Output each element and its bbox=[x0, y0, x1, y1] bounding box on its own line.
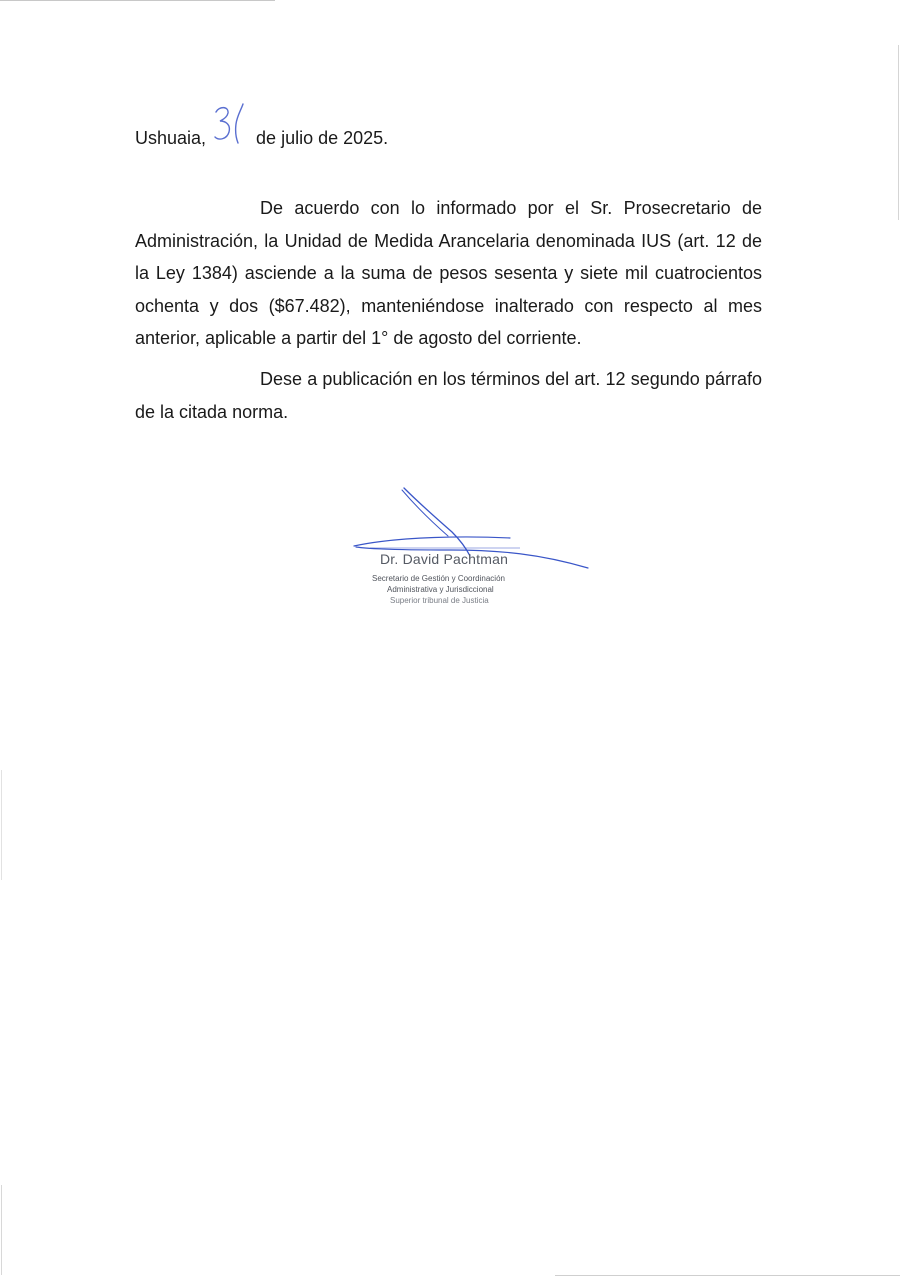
stamp-institution-line: Superior tribunal de Justicia bbox=[390, 596, 489, 605]
body-paragraph: De acuerdo con lo informado por el Sr. Prosecretario de Administración, la Unidad de Medida Arancelaria denominada IUS (art. 12 de la Ley 1384) asciende a la suma de pesos sesenta y siete mil cuatrocientos ochenta y dos ($67.482), manteniéndose inalterado con respecto al mes anterior, aplicable a partir del 1° de agosto del corriente. bbox=[135, 198, 762, 348]
scan-edge bbox=[898, 45, 899, 220]
scan-edge bbox=[555, 1275, 900, 1276]
date-place: Ushuaia, bbox=[135, 128, 207, 148]
handwritten-day bbox=[207, 100, 257, 150]
scan-edge bbox=[1, 1185, 2, 1275]
scan-edge bbox=[0, 0, 275, 1]
body-paragraph: Dese a publicación en los términos del art. 12 segundo párrafo de la citada norma. bbox=[135, 369, 762, 422]
stamp-title-line: Secretario de Gestión y Coordinación bbox=[372, 574, 505, 583]
signature-block bbox=[340, 480, 600, 620]
stamp-title-line: Administrativa y Jurisdiccional bbox=[387, 585, 494, 594]
scan-edge bbox=[1, 770, 2, 880]
date-month-year: de julio de 2025. bbox=[256, 128, 389, 148]
date-line bbox=[135, 122, 388, 154]
signer-name: Dr. David Pachtman bbox=[380, 551, 509, 567]
